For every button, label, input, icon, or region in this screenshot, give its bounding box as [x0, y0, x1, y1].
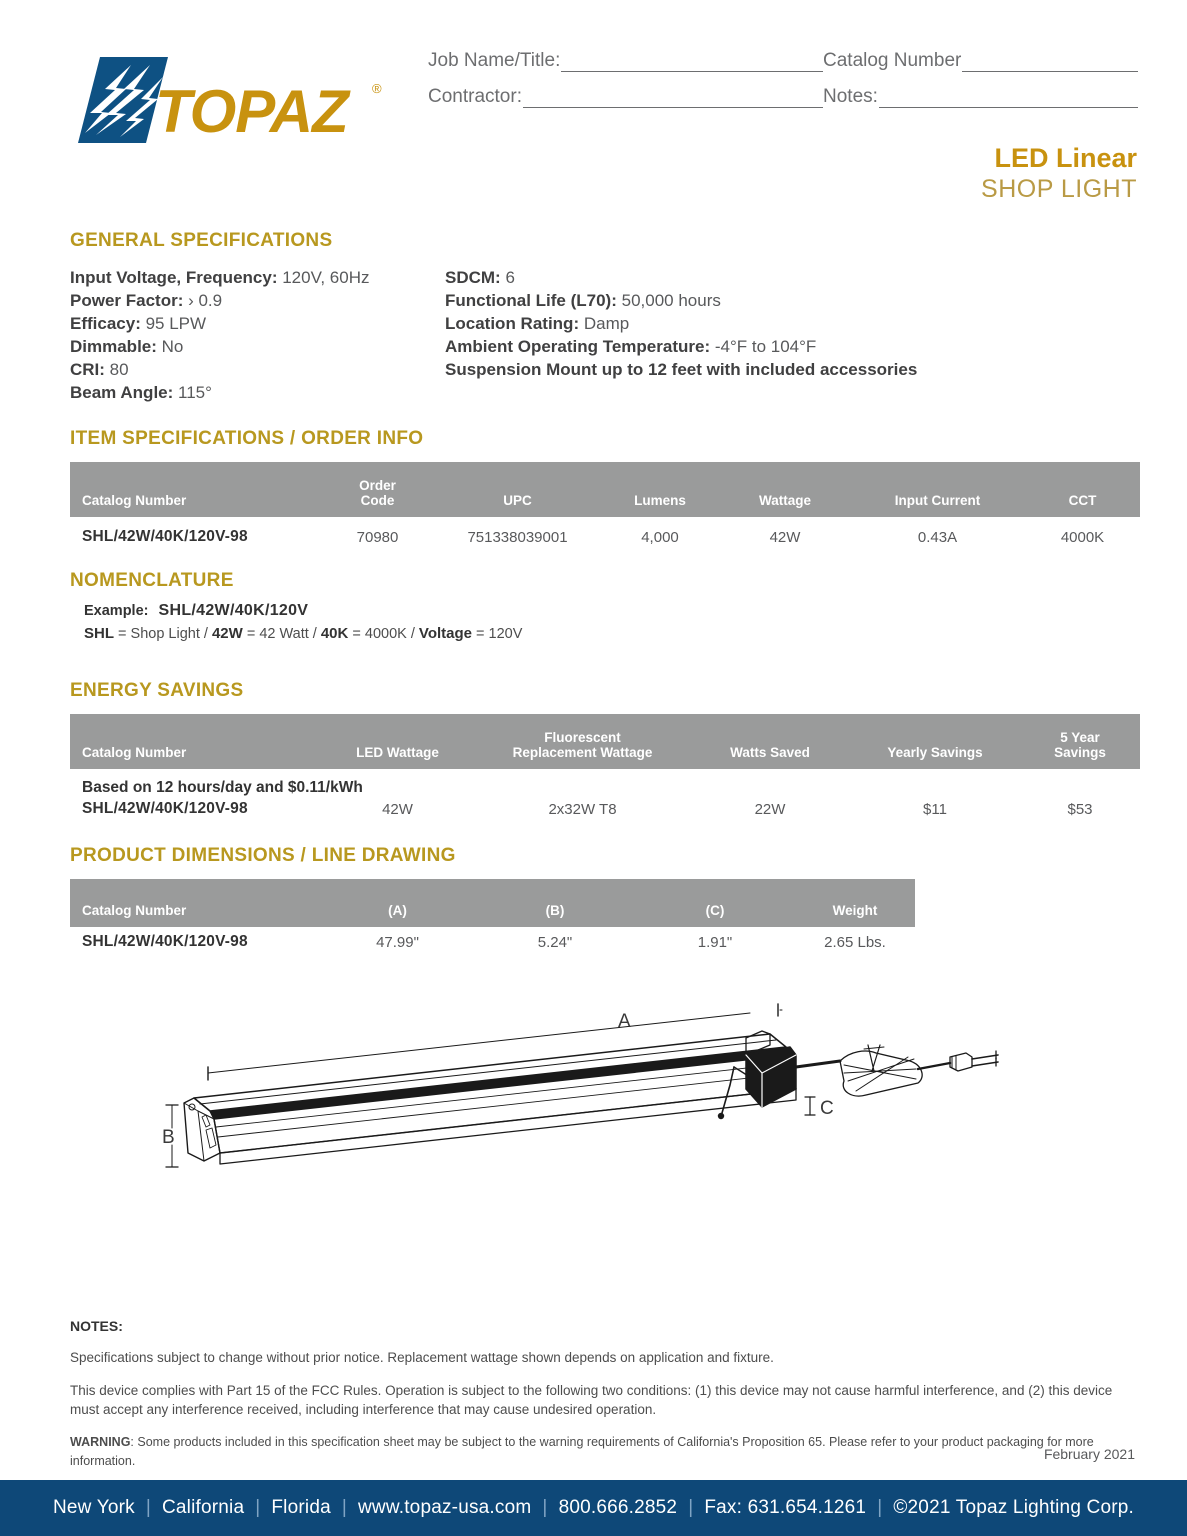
- col-weight: Weight: [795, 879, 915, 927]
- col-five-year-savings: 5 Year Savings: [1020, 714, 1140, 769]
- col-dimension-c: (C): [635, 879, 795, 927]
- nomenclature-section: [70, 570, 870, 642]
- nomenclature-example: Example: SHL/42W/40K/120V: [84, 602, 309, 619]
- footer-separator: |: [542, 1497, 548, 1518]
- cell-cct: 4000K: [1060, 528, 1105, 546]
- header-form-fields: [428, 48, 1138, 120]
- general-specifications-title: GENERAL SPECIFICATIONS: [70, 230, 333, 251]
- footer-separator: |: [688, 1497, 694, 1518]
- cell-wattage: 42W: [769, 528, 801, 546]
- footer-website-link[interactable]: www.topaz-usa.com: [358, 1497, 532, 1518]
- col-order-code: Order Code: [320, 462, 435, 517]
- logo-wordmark: TOPAZ: [155, 78, 348, 145]
- cell-catalog-number: SHL/42W/40K/120V-98: [82, 528, 248, 545]
- spec-ambient-temperature: Ambient Operating Temperature: -4°F to 104°F: [445, 337, 817, 356]
- col-catalog-number: Catalog Number: [70, 714, 320, 769]
- table-header-row: [70, 879, 915, 927]
- col-yearly-savings: Yearly Savings: [850, 714, 1020, 769]
- energy-savings-basis-note: Based on 12 hours/day and $0.11/kWh: [82, 779, 363, 796]
- revision-date: February 2021: [1043, 1446, 1135, 1462]
- energy-savings-title: ENERGY SAVINGS: [70, 680, 244, 701]
- cell-order-code: 70980: [356, 528, 399, 546]
- cell-catalog-number: SHL/42W/40K/120V-98: [82, 800, 248, 817]
- cell-upc: 751338039001: [467, 528, 568, 546]
- table-header-row: [70, 462, 1140, 517]
- col-cct: CCT: [1025, 462, 1140, 517]
- form-row-2: [428, 84, 1138, 108]
- item-specifications-table: [70, 462, 1140, 556]
- spec-power-factor: Power Factor: › 0.9: [70, 291, 223, 310]
- spec-efficacy: Efficacy: 95 LPW: [70, 314, 207, 333]
- notes-paragraph-2: This device complies with Part 15 of the FCC Rules. Operation is subject to the following two conditions: (1) this device may not cause harmful interference, and (2) this device must accept any interference received, including interference that may cause undesired operation.: [70, 1383, 1113, 1417]
- shop-light-isometric-drawing: [150, 985, 1030, 1215]
- product-type-name: SHOP LIGHT: [981, 175, 1137, 203]
- warning-label: WARNING: [70, 1435, 131, 1449]
- footer-separator: |: [341, 1497, 347, 1518]
- col-wattage: Wattage: [720, 462, 850, 517]
- notes-input[interactable]: [879, 90, 1138, 108]
- col-fluorescent-replacement-wattage: Fluorescent Replacement Wattage: [475, 714, 690, 769]
- cell-led-wattage: 42W: [382, 800, 413, 818]
- energy-savings-section: [70, 680, 1140, 828]
- nomenclature-legend: SHL = Shop Light / 42W = 42 Watt / 40K = 4000K / Voltage = 120V: [84, 625, 523, 642]
- table-row: [70, 798, 1140, 828]
- page-footer: [0, 1480, 1187, 1536]
- topaz-logo: [78, 55, 382, 145]
- table-row: [70, 517, 1140, 556]
- col-input-current: Input Current: [850, 462, 1025, 517]
- product-line-name: LED Linear: [994, 143, 1137, 173]
- cell-fluorescent-replacement-wattage: 2x32W T8: [548, 800, 617, 818]
- product-dimensions-table: [70, 879, 915, 961]
- footer-location-california: California: [161, 1497, 245, 1518]
- spec-location-rating: Location Rating: Damp: [445, 314, 630, 333]
- form-row-1: [428, 48, 1138, 72]
- cell-weight: 2.65 Lbs.: [824, 933, 886, 951]
- col-led-wattage: LED Wattage: [320, 714, 475, 769]
- general-specs-left-column: [70, 266, 445, 404]
- notes-label: Notes:: [823, 86, 878, 107]
- product-dimensions-section: [70, 845, 915, 961]
- job-name-input[interactable]: [561, 54, 823, 72]
- col-catalog-number: Catalog Number: [70, 462, 320, 517]
- cell-input-current: 0.43A: [917, 528, 958, 546]
- nomenclature-title: NOMENCLATURE: [70, 570, 234, 591]
- dimension-label-b: B: [162, 1127, 175, 1148]
- cell-yearly-savings: $11: [923, 800, 947, 818]
- spec-cri: CRI: 80: [70, 360, 129, 379]
- spec-functional-life: Functional Life (L70): 50,000 hours: [445, 291, 721, 310]
- cell-watts-saved: 22W: [754, 800, 786, 818]
- item-specifications-title: ITEM SPECIFICATIONS / ORDER INFO: [70, 428, 424, 449]
- logo-registered-mark: ®: [372, 81, 382, 96]
- product-line-drawing: [150, 985, 1030, 1215]
- col-dimension-a: (A): [320, 879, 475, 927]
- catalog-number-label: Catalog Number: [823, 50, 962, 71]
- table-row: [70, 927, 915, 961]
- job-name-label: Job Name/Title:: [428, 50, 561, 71]
- cell-lumens: 4,000: [641, 528, 679, 546]
- col-upc: UPC: [435, 462, 600, 517]
- cell-dimension-b: 5.24": [537, 933, 573, 951]
- contractor-input[interactable]: [523, 90, 823, 108]
- catalog-number-input[interactable]: [962, 54, 1138, 72]
- cell-dimension-a: 47.99": [376, 933, 419, 951]
- dimension-label-c: C: [820, 1098, 834, 1119]
- contractor-label: Contractor:: [428, 86, 522, 107]
- product-title: [981, 143, 1137, 204]
- spec-beam-angle: Beam Angle: 115°: [70, 383, 212, 402]
- spec-suspension-mount: Suspension Mount up to 12 feet with included accessories: [445, 360, 918, 379]
- notes-paragraph-1: Specifications subject to change without prior notice. Replacement wattage shown depends on application and fixture.: [70, 1350, 774, 1365]
- col-watts-saved: Watts Saved: [690, 714, 850, 769]
- notes-section: [70, 1318, 1130, 1485]
- page-header: [0, 0, 1187, 215]
- product-dimensions-title: PRODUCT DIMENSIONS / LINE DRAWING: [70, 845, 456, 866]
- dimension-label-a: A: [618, 1011, 631, 1032]
- table-header-row: [70, 714, 1140, 769]
- item-specifications-section: [70, 428, 1140, 556]
- table-basis-row: [70, 769, 1140, 798]
- footer-separator: |: [877, 1497, 883, 1518]
- footer-location-florida: Florida: [271, 1497, 331, 1518]
- cell-five-year-savings: $53: [1067, 800, 1093, 818]
- general-specs-right-column: [445, 266, 1140, 404]
- col-lumens: Lumens: [600, 462, 720, 517]
- spec-sdcm: SDCM: 6: [445, 268, 515, 287]
- col-catalog-number: Catalog Number: [70, 879, 320, 927]
- energy-savings-table: [70, 714, 1140, 828]
- footer-location-new-york: New York: [52, 1497, 135, 1518]
- warning-text: : Some products included in this specification sheet may be subject to the warning requirements of California's Proposition 65. Please refer to your product packaging for more information.: [70, 1435, 1094, 1468]
- footer-separator: |: [255, 1497, 261, 1518]
- prop65-warning: [70, 1433, 1130, 1471]
- col-dimension-b: (B): [475, 879, 635, 927]
- footer-phone[interactable]: 800.666.2852: [558, 1497, 678, 1518]
- spec-input-voltage: Input Voltage, Frequency: 120V, 60Hz: [70, 268, 370, 287]
- general-specifications-section: [70, 230, 1140, 404]
- notes-title: NOTES:: [70, 1318, 123, 1334]
- spec-dimmable: Dimmable: No: [70, 337, 184, 356]
- footer-separator: |: [145, 1497, 151, 1518]
- footer-fax: Fax: 631.654.1261: [704, 1497, 867, 1518]
- cell-catalog-number: SHL/42W/40K/120V-98: [82, 933, 248, 950]
- cell-dimension-c: 1.91": [697, 933, 733, 951]
- footer-copyright: ©2021 Topaz Lighting Corp.: [893, 1497, 1135, 1518]
